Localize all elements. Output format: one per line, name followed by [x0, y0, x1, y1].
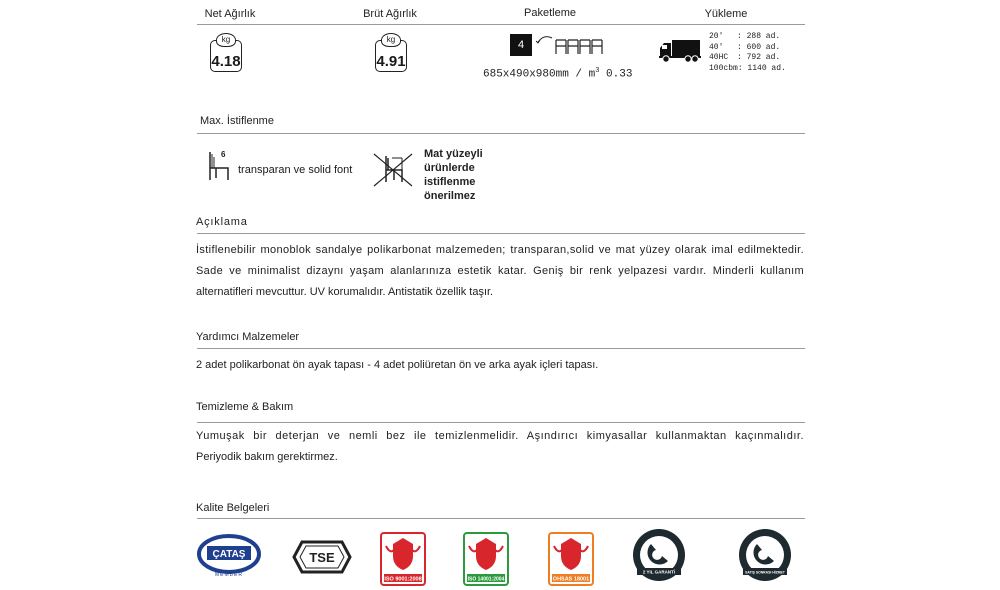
no-stacking-icon: [372, 150, 416, 190]
package-dimensions: $685x490x980mm / m^3$ 0.33: [483, 67, 633, 81]
care-rule: [197, 422, 805, 423]
accessories-title: Yardımcı Malzemeler: [196, 331, 300, 343]
truck-icon: [658, 38, 702, 64]
kg-weight-icon: kg: [216, 33, 236, 47]
gross-weight-badge: [375, 35, 407, 72]
stacking-warning: Mat yüzeyli ürünlerde istiflenme önerilmez: [424, 148, 483, 202]
stacked-chairs-icon: [532, 30, 612, 60]
catas-member-logo: [195, 532, 263, 580]
svg-text:OHSAS 18001: OHSAS 18001: [552, 576, 590, 583]
certificates-title: Kalite Belgeleri: [196, 502, 270, 514]
stacking-text: transparan ve solid font: [238, 164, 353, 176]
svg-text:ÇATAŞ: ÇATAŞ: [212, 549, 246, 560]
accessories-rule: [197, 348, 805, 349]
package-box-icon: [510, 34, 532, 56]
packaging-label: Paketleme: [524, 7, 576, 19]
certificates-rule: [197, 518, 805, 519]
svg-text:ISO 9001:2008: ISO 9001:2008: [384, 576, 422, 583]
svg-text:TSE: TSE: [309, 550, 335, 565]
loading-table: [709, 32, 786, 74]
kg-weight-icon: kg: [381, 33, 401, 47]
header-rule: [197, 24, 805, 25]
gross-weight-value: 4.91: [376, 53, 406, 70]
svg-text:ISO 14001:2004: ISO 14001:2004: [467, 576, 505, 583]
warranty-seal: [632, 528, 686, 582]
ohsas-18001-badge: [548, 532, 594, 586]
iso-9001-badge: [380, 532, 426, 586]
loading-row: 100cbm: 1140 ad.: [709, 63, 786, 73]
description-text: İstiflenebilir monoblok sandalye polikarbonat malzemeden; transparan,solid ve mat yüzey olarak imal edilmektedir. Sade ve minimalist dizaynı yaşam alanlarınıza estetik katar. Geniş bir renk yelpazesi vardır. Minderli kullanım alternatifleri mevcuttur. UV korumalıdır. Antistatik özellik taşır.: [196, 244, 804, 298]
stacking-title: Max. İstiflenme: [200, 115, 274, 127]
package-count: 4: [517, 39, 525, 51]
after-sales-seal: [738, 528, 792, 582]
tse-logo: [292, 540, 352, 574]
description-title: Açıklama: [196, 216, 248, 228]
stacking-rule: [197, 133, 805, 134]
description-rule: [197, 233, 805, 234]
net-weight-badge: [210, 35, 242, 72]
loading-label: Yükleme: [704, 8, 748, 20]
stacking-count: 6: [221, 150, 226, 159]
iso-14001-badge: [463, 532, 509, 586]
svg-text:SATIŞ SONRASI HİZMET: SATIŞ SONRASI HİZMET: [745, 570, 785, 575]
net-weight-label: Net Ağırlık: [204, 8, 256, 20]
care-text: Yumuşak bir deterjan ve nemli bez ile temizlenmelidir. Aşındırıcı kimyasallar kullanmaktan kaçınmalıdır. Periyodik bakım gerektirmez.: [196, 430, 804, 463]
net-weight-value: 4.18: [211, 53, 241, 70]
loading-row: 40HC : 792 ad.: [709, 53, 781, 62]
accessories-text: 2 adet polikarbonat ön ayak tapası - 4 adet poliüretan ön ve arka ayak içleri tapası.: [196, 359, 599, 371]
svg-text:MEMBER: MEMBER: [215, 572, 243, 578]
loading-row: 40' : 600 ad.: [709, 42, 781, 52]
loading-row: 20' : 288 ad.: [709, 32, 781, 41]
svg-text:2 YIL GARANTİ: 2 YIL GARANTİ: [642, 569, 676, 575]
care-title: Temizleme & Bakım: [196, 401, 294, 413]
gross-weight-label: Brüt Ağırlık: [363, 8, 417, 20]
